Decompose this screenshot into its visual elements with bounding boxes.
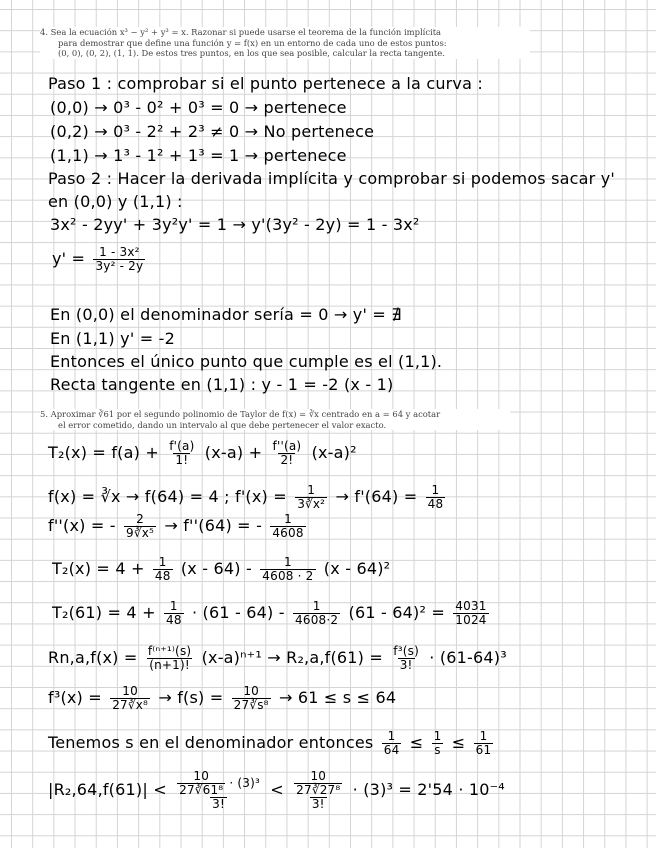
denominator: 3! (399, 658, 413, 672)
numerator: 4031 (455, 599, 487, 613)
check-point-0-2: (0,2) → 0³ - 2² + 2³ ≠ 0 → No pertenece (50, 122, 375, 141)
ineq-left (382, 730, 402, 757)
denominator: s (434, 743, 441, 757)
statement-line: 5. Aproximar ∛61 por el segundo polinomio de Taylor de f(x) = ∛x centrado en a = 64 y acotar (40, 409, 441, 419)
bound-statement (48, 730, 496, 757)
denominator: 4608·2 (295, 613, 339, 627)
numerator (175, 770, 262, 797)
denominator: 27∛27⁸ (296, 783, 341, 797)
f2-arrow: → f''(64) = - (164, 516, 263, 535)
bound-lhs: |R₂,64,f(61)| < (48, 780, 167, 799)
s-range: → 61 ≤ s ≤ 64 (278, 688, 397, 707)
denominator: 27∛s⁸ (233, 698, 269, 712)
denominator: 48 (154, 569, 171, 583)
numerator: 1 (433, 729, 442, 743)
numerator: 1 (158, 555, 167, 569)
y-prime-fraction (93, 246, 145, 273)
second-derivative-term (271, 440, 304, 467)
t61-middle: · (61 - 64) - (191, 603, 285, 622)
taylor-end: (x-a)² (311, 443, 357, 462)
numerator: f'(a) (169, 439, 195, 453)
denominator: 4608 (272, 526, 304, 540)
f2-fraction (124, 513, 156, 540)
first-derivative-term (167, 440, 196, 467)
bound-result: · (3)³ = 2'54 · 10⁻⁴ (352, 780, 505, 799)
numerator: 1 (387, 729, 396, 743)
numerator: 2 (136, 512, 144, 526)
numerator: f''(a) (272, 439, 302, 453)
denominator: 61 (475, 743, 492, 757)
denominator: 4608 · 2 (262, 569, 314, 583)
f-prime-value (426, 484, 446, 511)
f-prime-fraction (295, 484, 327, 511)
f2-value (270, 513, 305, 540)
taylor-polynomial (52, 556, 390, 583)
f3-lhs: f³(x) = (48, 688, 102, 707)
f-definition: f(x) = ∛x → f(64) = 4 ; f'(x) = (48, 487, 287, 506)
t61-second-coef (293, 600, 340, 627)
denominator: 2! (280, 453, 294, 467)
evaluation-0-0: En (0,0) el denominador sería = 0 → y' = ∄ (50, 305, 402, 324)
y-prime-numerator: 1 - 3x² (99, 245, 140, 259)
error-bound (48, 770, 505, 811)
third-derivative-line (48, 685, 396, 712)
ineq-right (474, 730, 494, 757)
problem-4-statement (40, 27, 530, 59)
taylor-lhs: T₂(x) = f(a) + (48, 443, 159, 462)
first-derivative-line (48, 484, 448, 511)
r2-end: · (61-64)³ (429, 648, 507, 667)
inner-fraction (177, 770, 225, 797)
y-prime-denominator: 3y² - 2y (95, 259, 144, 273)
numerator: f³(s) (393, 644, 419, 658)
taylor-general-formula (48, 440, 357, 467)
denominator: 3∛x² (297, 497, 326, 511)
ineq-symbol: ≤ (451, 733, 466, 752)
denominator: 3! (212, 797, 225, 811)
denominator: 9∛x⁵ (126, 526, 155, 540)
numerator: 1 (169, 599, 178, 613)
numerator: 10 (243, 684, 259, 698)
tx-middle: (x - 64) - (180, 559, 252, 578)
tx-second-coef (260, 556, 315, 583)
r2-fraction (391, 645, 421, 672)
t61-result (453, 600, 488, 627)
denominator: 48 (427, 497, 444, 511)
tx-first-coef (153, 556, 173, 583)
step-2-points: en (0,0) y (1,1) : (48, 192, 183, 211)
tx-start: T₂(x) = 4 + (52, 559, 145, 578)
step-1-heading: Paso 1 : comprobar si el punto pertenece a la curva : (48, 74, 483, 93)
implicit-derivative: 3x² - 2yy' + 3y²y' = 1 → y'(3y² - 2y) = 1 - 3x² (50, 215, 420, 234)
tx-end: (x - 64)² (323, 559, 391, 578)
rn-lhs: Rn,a,f(x) = (48, 648, 138, 667)
numerator (292, 770, 344, 797)
conclusion: Entonces el único punto que cumple es el (1,1). (50, 352, 443, 371)
statement-line: 4. Sea la ecuación x³ − y² + y³ = x. Razonar si puede usarse el teorema de la función implícita (40, 27, 442, 37)
f3-at-s (232, 685, 271, 712)
denominator: (n+1)! (149, 658, 190, 672)
rn-middle: (x-a)ⁿ⁺¹ → R₂,a,f(61) = (201, 648, 383, 667)
denominator: 27∛61⁸ (179, 783, 224, 797)
statement-line: el error cometido, dando un intervalo al que debe pertenecer el valor exacto. (58, 419, 387, 430)
check-point-0-0: (0,0) → 0³ - 0² + 0³ = 0 → pertenece (50, 98, 347, 117)
ineq-middle (432, 730, 444, 757)
taylor-evaluation-61 (52, 600, 492, 627)
denominator: 27∛x⁸ (112, 698, 149, 712)
numerator: 10 (193, 769, 210, 783)
tangent-line: Recta tangente en (1,1) : y - 1 = -2 (x - 1) (50, 375, 394, 394)
f3-middle: → f(s) = (158, 688, 224, 707)
second-derivative-line (48, 513, 309, 540)
rn-fraction (146, 645, 193, 672)
multiplier: · (3)³ (229, 776, 260, 790)
denominator: 1! (175, 453, 189, 467)
bound-first (175, 770, 262, 811)
step-2-heading: Paso 2 : Hacer la derivada implícita y comprobar si podemos sacar y' (48, 169, 615, 188)
numerator: 1 (284, 512, 292, 526)
y-prime-formula (52, 246, 148, 273)
numerator: 1 (283, 555, 292, 569)
taylor-middle: (x-a) + (204, 443, 263, 462)
bound-second (292, 770, 344, 811)
f2-lhs: f''(x) = - (48, 516, 116, 535)
statement-line: para demostrar que define una función y = f(x) en un entorno de cada uno de estos puntos: (58, 37, 447, 48)
bound-lt: < (270, 780, 284, 799)
t61-end: (61 - 64)² = (348, 603, 445, 622)
t61-start: T₂(61) = 4 + (52, 603, 156, 622)
numerator: 1 (312, 599, 321, 613)
inner-fraction (294, 770, 342, 797)
f3-fraction (110, 685, 150, 712)
denominator: 48 (165, 613, 182, 627)
y-prime-lhs: y' = (52, 249, 86, 268)
remainder-formula (48, 645, 507, 672)
f-prime-value-label: → f'(64) = (335, 487, 418, 506)
numerator: 1 (431, 483, 440, 497)
numerator: 1 (307, 483, 316, 497)
problem-5-statement (40, 409, 510, 430)
denominator: 1024 (455, 613, 487, 627)
statement-line: (0, 0), (0, 2), (1, 1). De estos tres puntos, en los que sea posible, calcular la recta tangente. (58, 48, 445, 58)
tenemos-text: Tenemos s en el denominador entonces (48, 733, 374, 752)
check-point-1-1: (1,1) → 1³ - 1² + 1³ = 1 → pertenece (50, 146, 347, 165)
numerator: 1 (479, 729, 488, 743)
denominator: 64 (383, 743, 400, 757)
numerator: 10 (310, 769, 327, 783)
ineq-symbol: ≤ (409, 733, 424, 752)
denominator: 3! (311, 797, 325, 811)
t61-first-coef (164, 600, 184, 627)
numerator: f⁽ⁿ⁺¹⁾(s) (147, 644, 192, 658)
evaluation-1-1: En (1,1) y' = -2 (50, 329, 175, 348)
numerator: 10 (122, 684, 138, 698)
